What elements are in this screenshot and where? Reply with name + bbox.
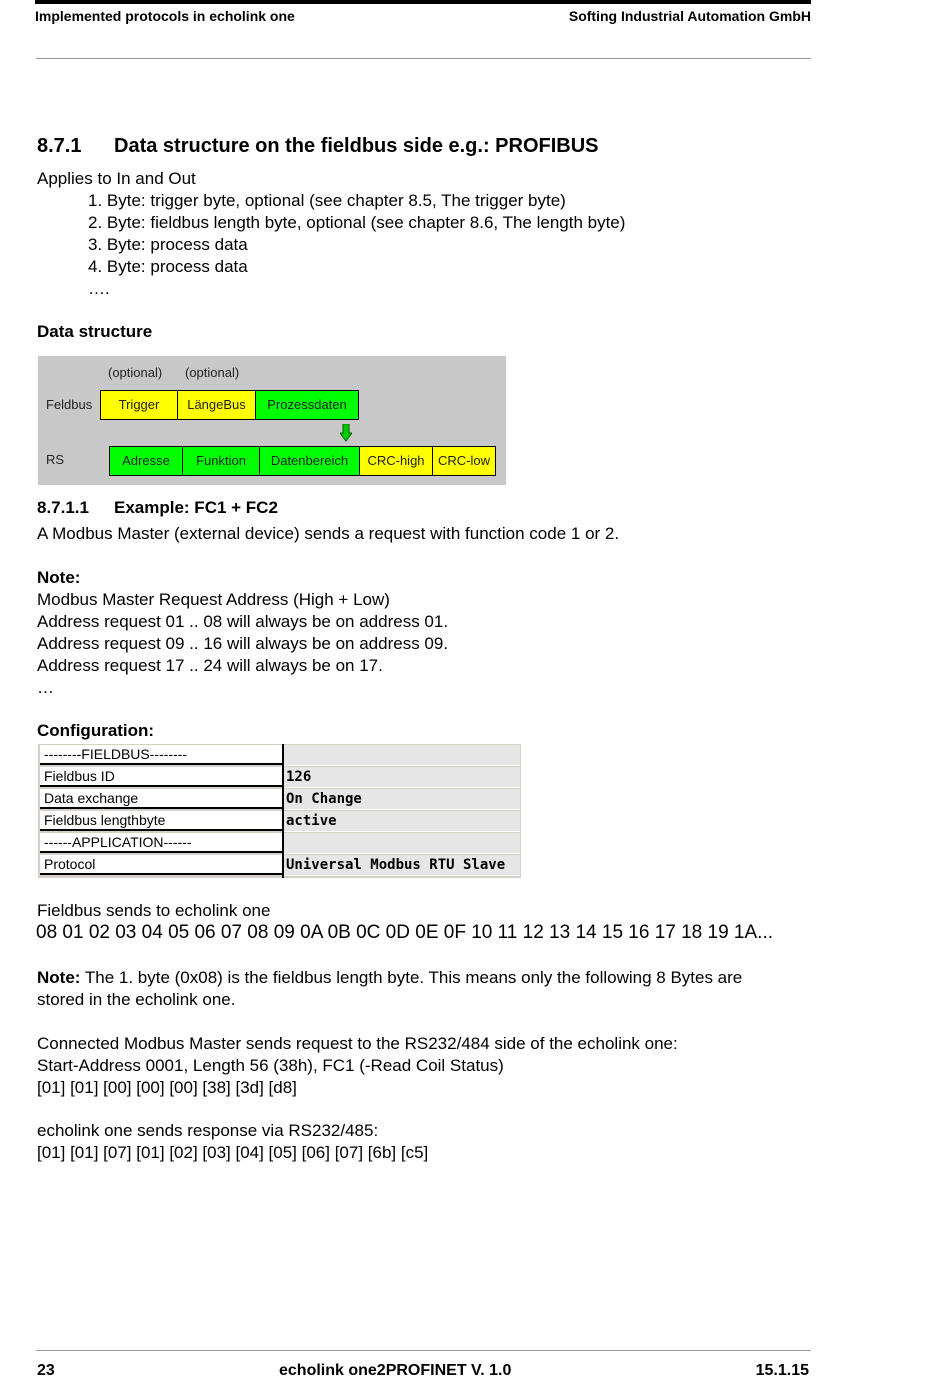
section-title: Data structure on the fieldbus side e.g.: PROFIBUS [114,135,599,157]
table-row [38,833,521,854]
down-arrow-icon [340,424,352,442]
optional-label-2: (optional) [185,365,240,380]
footer-date: 15.1.15 [755,1362,809,1379]
note2-text: The 1. byte (0x08) is the fieldbus length byte. This means only the following 8 Bytes are [84,968,743,987]
note-line: Address request 09 .. 16 will always be on address 09. [37,634,449,653]
footer-title: echolink one2PROFINET V. 1.0 [279,1362,512,1379]
master-request-block [37,1033,678,1099]
data-structure-diagram [38,356,506,485]
configuration-heading: Configuration: [37,721,155,740]
subsection-title: Example: FC1 + FC2 [114,498,278,517]
config-key: Fieldbus ID [40,767,282,787]
configuration-table [38,744,521,878]
note-line: Modbus Master Request Address (High + Low) [37,590,390,609]
note-lines [37,589,448,699]
optional-label-1: (optional) [108,365,163,380]
config-value [284,745,520,766]
note-line: Address request 01 .. 08 will always be on address 01. [37,612,449,631]
subsection-heading [37,497,278,519]
master-line: [01] [01] [00] [00] [00] [38] [3d] [d8] [37,1078,297,1097]
data-structure-heading: Data structure [37,322,153,341]
crc-low-box: CRC-low [432,446,496,476]
rs-row-label: RS [46,452,65,467]
table-row [38,745,521,766]
note2-text-continued: stored in the echolink one. [37,990,236,1009]
header-right-company: Softing Industrial Automation GmbH [568,8,811,24]
subsection-number: 8.7.1.1 [37,498,89,517]
list-item: 4. Byte: process data [88,257,248,276]
response-line: [01] [01] [07] [01] [02] [03] [04] [05] [06] [07] [6b] [c5] [37,1143,429,1162]
applies-text: Applies to In and Out [37,169,196,188]
trigger-box: Trigger [100,390,178,420]
hex-sequence: 08 01 02 03 04 05 06 07 08 09 0A 0B 0C 0D 0E 0F 10 11 12 13 14 15 16 17 18 19 1A... [36,922,774,943]
table-row [38,855,521,876]
list-item: …. [88,279,110,298]
response-block [37,1120,428,1164]
config-key: Fieldbus lengthbyte [40,811,282,831]
list-item: 1. Byte: trigger byte, optional (see chapter 8.5, The trigger byte) [88,191,566,210]
note-line: Address request 17 .. 24 will always be on 17. [37,656,383,675]
config-value: 126 [284,767,520,788]
fieldbus-row-label: Feldbus [46,397,93,412]
note-heading: Note: [37,568,81,587]
config-key: Protocol [40,855,282,875]
note2-paragraph [37,967,812,1011]
master-line: Connected Modbus Master sends request to the RS232/484 side of the echolink one: [37,1034,678,1053]
adresse-box: Adresse [109,446,183,476]
byte-list [88,190,625,300]
intro-text: A Modbus Master (external device) sends a request with function code 1 or 2. [37,524,620,543]
config-value: Universal Modbus RTU Slave [284,855,520,876]
table-row [38,811,521,832]
datenbereich-box: Datenbereich [259,446,360,476]
config-value [284,833,520,854]
section-number: 8.7.1 [37,135,82,157]
config-key: ------APPLICATION------ [40,833,282,853]
footer-divider [36,1350,811,1351]
note-line: … [37,678,54,697]
note2-label: Note: [37,968,81,987]
table-row [38,789,521,810]
fieldbus-sends-text: Fieldbus sends to echolink one [37,901,271,920]
footer-page-number: 23 [37,1362,55,1379]
section-heading [37,135,599,158]
master-line: Start-Address 0001, Length 56 (38h), FC1 (-Read Coil Status) [37,1056,504,1075]
column-divider [282,744,284,878]
funktion-box: Funktion [182,446,260,476]
config-key: --------FIELDBUS-------- [40,745,282,765]
table-row [38,767,521,788]
config-key: Data exchange [40,789,282,809]
config-value: active [284,811,520,832]
prozessdaten-box: Prozessdaten [255,390,359,420]
config-value: On Change [284,789,520,810]
laengebus-box: LängeBus [177,390,256,420]
list-item: 3. Byte: process data [88,235,248,254]
header-rule [35,0,811,4]
list-item: 2. Byte: fieldbus length byte, optional (see chapter 8.6, The length byte) [88,213,626,232]
crc-high-box: CRC-high [359,446,433,476]
header-left-title: Implemented protocols in echolink one [35,8,295,24]
header-divider [36,58,811,59]
response-line: echolink one sends response via RS232/485: [37,1121,379,1140]
